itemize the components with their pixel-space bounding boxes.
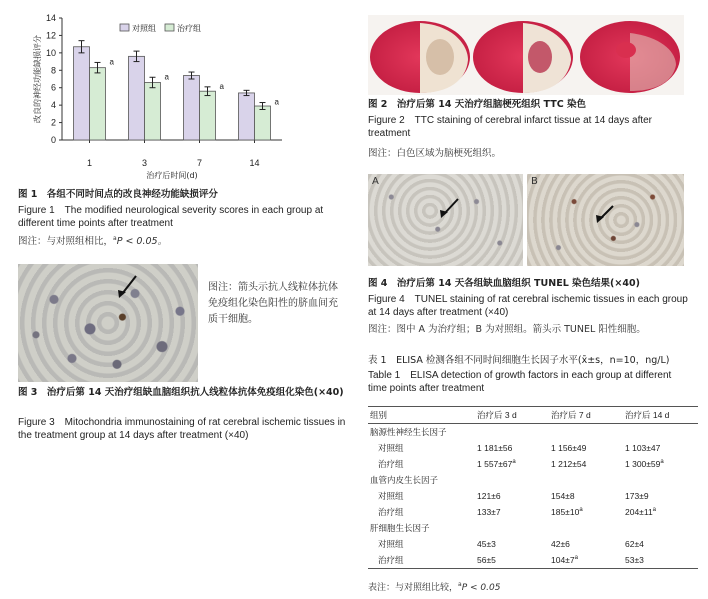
bar [255, 106, 271, 140]
fig2-caption-zh: 图 2 治疗后第 14 天治疗组脑梗死组织 TTC 染色 [368, 99, 587, 110]
tunel-image-a [368, 174, 523, 266]
table-header: 治疗后 14 d [625, 410, 670, 420]
table-group-row [368, 472, 698, 488]
table-cell: $204\pm 11^a$ [625, 507, 657, 517]
row-label: 治疗组 [378, 507, 404, 517]
fig3-caption-zh: 图 3 治疗后第 14 天治疗组缺血脑组织抗人线粒体抗体免疫组化染色(×40) [18, 387, 344, 398]
fig4-note: 图注：图中 A 为治疗组；B 为对照组。箭头示 TUNEL 阳性细胞。 [368, 324, 646, 335]
table-cell: 1 212±54 [551, 459, 587, 469]
row-label: 脑源性神经生长因子 [370, 427, 447, 437]
y-tick-label: 4 [50, 100, 56, 111]
legend-label: 对照组 [132, 24, 156, 33]
table-cell: 173±9 [625, 491, 649, 501]
tunel-image-b [527, 174, 684, 266]
table-cell [625, 472, 698, 488]
table-row [368, 536, 698, 552]
panel-label-a: A [372, 176, 379, 187]
table-cell: 154±8 [551, 491, 575, 501]
fig1-note: 图注：与对照组相比，$^a$P < 0.05。 [18, 235, 168, 248]
row-label: 对照组 [378, 443, 404, 453]
y-tick-label: 2 [50, 117, 56, 128]
significance-label: a [274, 97, 279, 107]
fig3-caption-en: Figure 3 Mitochondria immunostaining of rat cerebral ischemic tissues in the treatment group at 14 days after treatment (×40) [18, 417, 346, 441]
table-cell [551, 472, 625, 488]
y-tick-label: 0 [50, 135, 56, 145]
row-label: 对照组 [378, 539, 404, 549]
y-tick-label: 8 [50, 65, 56, 76]
legend-label: 治疗组 [177, 24, 201, 33]
table1-caption-en: Table 1 ELISA detection of growth factors in each group at different time points after treatment [368, 370, 672, 394]
table-cell: 62±4 [625, 539, 644, 549]
table-cell: 1 156±49 [551, 443, 587, 453]
fig4-caption-zh: 图 4 治疗后第 14 天各组缺血脑组织 TUNEL 染色结果(×40) [368, 278, 640, 289]
mitochondria-staining-image [18, 264, 198, 382]
bar [145, 82, 161, 140]
row-label: 治疗组 [378, 555, 404, 565]
table-header: 治疗后 7 d [551, 410, 591, 420]
table-cell: 1 $557\pm 67^a$ [477, 459, 516, 469]
y-tick-label: 12 [45, 30, 56, 41]
bar [129, 56, 145, 140]
table-cell: 42±6 [551, 539, 570, 549]
table-cell [551, 424, 625, 441]
bar-chart [0, 0, 350, 185]
y-axis-label: 改良的神经功能缺损评分 [33, 35, 42, 123]
table-row [368, 504, 698, 520]
fig1-caption-zh: 图 1 各组不同时间点的改良神经功能缺损评分 [18, 189, 218, 200]
table-cell: 1 $300\pm 59^a$ [625, 459, 664, 469]
table-cell: $104\pm 7^a$ [551, 555, 578, 565]
table1-note: 表注：与对照组比较，$^a$P < 0.05 [368, 581, 501, 593]
legend-swatch [165, 24, 174, 31]
table-header: 治疗后 3 d [477, 410, 517, 420]
fig2-note: 图注：白色区域为脑梗死组织。 [368, 148, 502, 159]
table-cell: 1 181±56 [477, 443, 513, 453]
legend-swatch [120, 24, 129, 31]
x-tick-label: 7 [196, 158, 203, 168]
x-tick-label: 3 [141, 158, 148, 168]
significance-label: a [109, 57, 114, 67]
table-group-row [368, 520, 698, 536]
fig1-caption-en: Figure 1 The modified neurological severity scores in each group at different time points after treatment [18, 205, 324, 229]
x-tick-label: 1 [86, 158, 93, 168]
table1-caption-zh: 表 1 ELISA 检测各组不同时间细胞生长因子水平(x̄±s，n=10，ng/L) [368, 355, 670, 366]
table1 [368, 406, 698, 569]
significance-label: a [219, 81, 224, 91]
bar [200, 91, 216, 140]
table-cell: 121±6 [477, 491, 501, 501]
table-cell: 133±7 [477, 507, 501, 517]
row-label: 血管内皮生长因子 [370, 475, 439, 485]
arrow-icon [122, 276, 136, 294]
fig3-side-note: 图注：箭头示抗人线粒体抗体免疫组化染色阳性的脐血间充质干细胞。 [208, 282, 338, 325]
x-tick-label: 14 [249, 158, 260, 168]
fig4-caption-en: Figure 4 TUNEL staining of rat cerebral ischemic tissues in each group at 14 days after treatment (×40) [368, 294, 688, 318]
panel-label-b: B [531, 176, 538, 187]
row-label: 治疗组 [378, 459, 404, 469]
table-cell: 45±3 [477, 539, 496, 549]
table-cell [477, 472, 551, 488]
row-label: 对照组 [378, 491, 404, 501]
y-tick-label: 14 [45, 13, 56, 23]
table-row [368, 552, 698, 568]
table-cell: 1 103±47 [625, 443, 661, 453]
bar [184, 76, 200, 140]
bar [90, 68, 106, 140]
table-cell: $185\pm 10^a$ [551, 507, 583, 517]
significance-label: a [164, 72, 169, 82]
table-group-row [368, 424, 698, 441]
table-cell [551, 520, 625, 536]
y-tick-label: 10 [45, 47, 56, 58]
table-cell [625, 424, 698, 441]
bar [74, 47, 90, 140]
table-row [368, 488, 698, 504]
fig2-caption-en: Figure 2 TTC staining of cerebral infarct tissue at 14 days after treatment [368, 115, 653, 139]
table-row [368, 456, 698, 472]
table-cell: 53±3 [625, 555, 644, 565]
y-tick-label: 6 [50, 82, 56, 93]
table-cell: 56±5 [477, 555, 496, 565]
table-header: 组别 [370, 410, 388, 420]
table-cell [477, 520, 551, 536]
table-row [368, 440, 698, 456]
table-cell [477, 424, 551, 441]
bar [239, 93, 255, 140]
table-cell [625, 520, 698, 536]
table-body [368, 424, 698, 569]
x-axis-label: 治疗后时间(d) [146, 171, 198, 180]
ttc-staining-image [368, 15, 684, 95]
row-label: 肝细胞生长因子 [370, 523, 430, 533]
